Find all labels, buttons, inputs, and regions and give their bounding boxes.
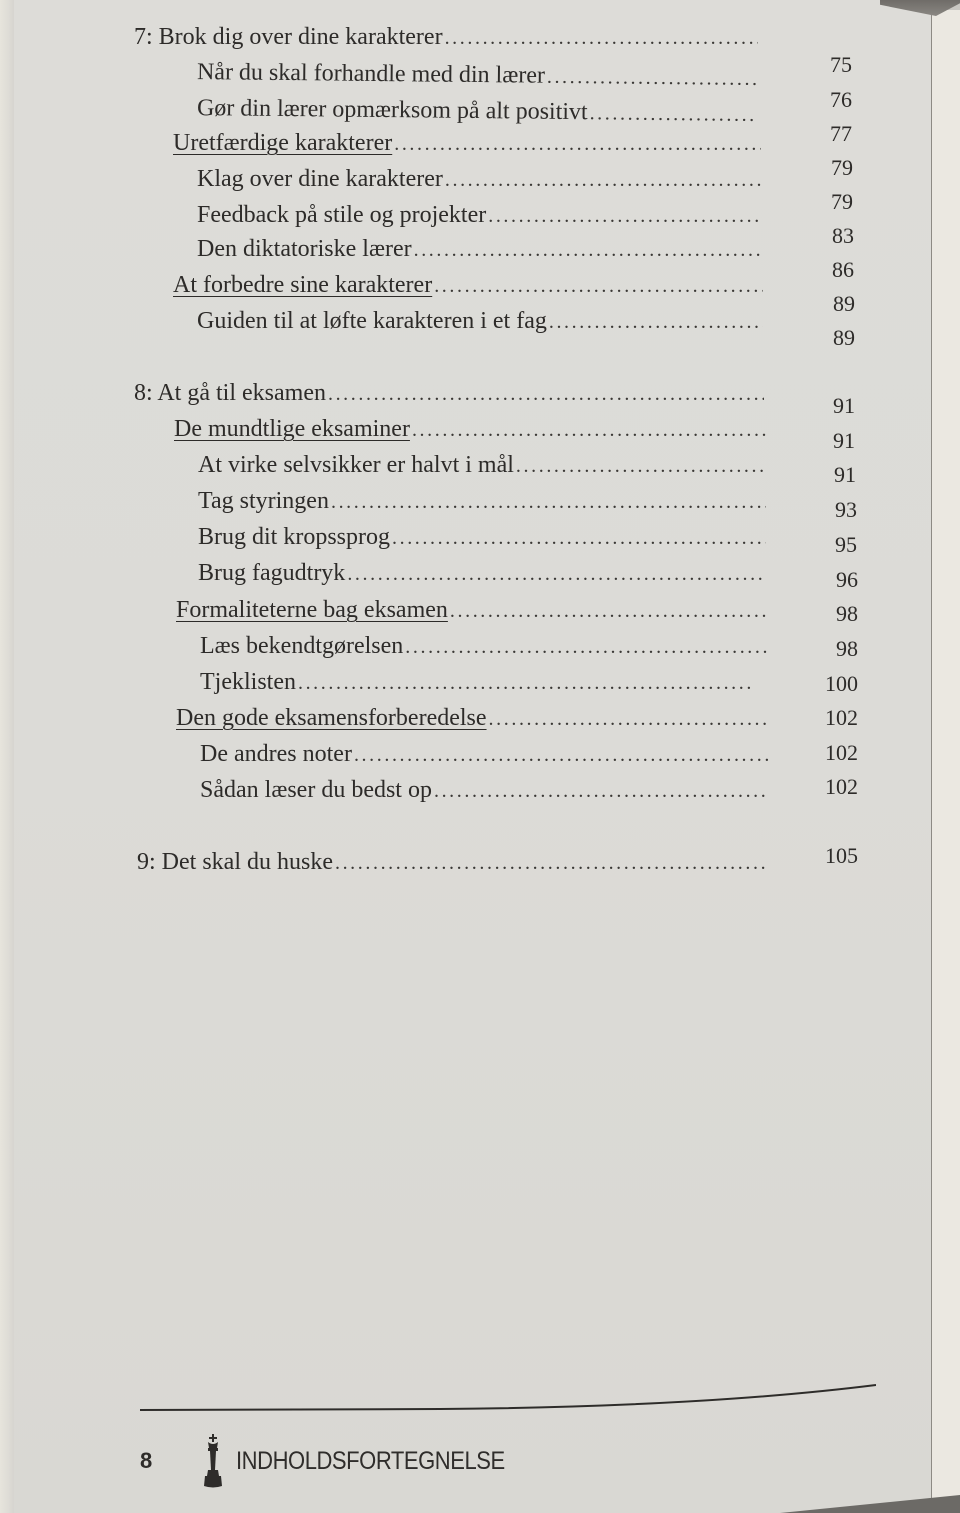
toc-entry-title: Sådan læser du bedst op: [200, 777, 432, 803]
dot-leader: [445, 27, 758, 50]
toc-page-number: 102: [825, 740, 858, 765]
toc-page-number: 77: [830, 121, 852, 146]
toc-entry: [176, 705, 768, 735]
toc-page-number: 96: [836, 567, 858, 592]
toc-entry: [198, 452, 766, 482]
toc-page-number: 102: [825, 705, 858, 730]
dot-leader: [392, 527, 766, 550]
dot-leader: [445, 169, 761, 192]
toc-entry: [174, 416, 766, 446]
toc-entry: [176, 597, 768, 627]
dot-leader: [434, 780, 768, 803]
toc-entry: [134, 24, 758, 54]
toc-section-title: At forbedre sine karakterer: [173, 272, 433, 298]
toc-page-number: 93: [835, 497, 857, 522]
toc-entry: [198, 524, 766, 554]
toc-entry-title: De andres noter: [200, 741, 352, 767]
toc-entry: [200, 777, 768, 807]
toc-page-number: 76: [830, 87, 852, 112]
chess-king-icon: [200, 1434, 226, 1488]
toc-entry-title: Tag styringen: [198, 488, 329, 514]
toc-entry: [200, 669, 768, 699]
footer-rule: [140, 1383, 876, 1413]
toc-entry-title: At virke selvsikker er halvt i mål: [198, 452, 514, 478]
dot-leader: [347, 563, 766, 586]
dot-leader: [434, 275, 763, 298]
toc-page-number: 83: [832, 223, 854, 248]
toc-entry-title: 7: Brok dig over dine karakterer: [134, 24, 443, 50]
toc-page-number: 98: [836, 636, 858, 661]
toc-entry: [173, 130, 761, 160]
toc-section-title: Formaliteterne bag eksamen: [176, 597, 448, 623]
toc-entry: [200, 633, 768, 663]
toc-entry: [197, 166, 761, 196]
next-page-edge: [931, 10, 960, 1505]
dot-leader: [547, 66, 757, 91]
toc-entry: [197, 95, 757, 131]
toc-entry-title: Klag over dine karakterer: [197, 166, 443, 192]
dot-leader: [450, 600, 768, 623]
toc-entry-title: Når du skal forhandle med din lærer: [196, 59, 546, 89]
toc-section-title: Uretfærdige karakterer: [173, 130, 393, 156]
dot-leader: [516, 455, 766, 478]
dot-leader: [549, 311, 763, 334]
toc-page-number: 91: [833, 393, 855, 418]
toc-page-number: 75: [830, 52, 852, 77]
toc-entry-title: Tjeklisten: [200, 669, 296, 695]
dot-leader: [331, 491, 766, 514]
dot-leader: [328, 383, 764, 406]
toc-entry: [134, 380, 764, 410]
toc-entry-title: Brug dit kropssprog: [198, 524, 390, 550]
toc-entry: [197, 308, 763, 338]
page-number: 8: [140, 1448, 153, 1473]
dot-leader: [414, 239, 761, 262]
toc-entry-title: Læs bekendtgørelsen: [200, 633, 404, 659]
toc-page-number: 86: [832, 257, 854, 282]
toc-entry-title: Feedback på stile og projekter: [197, 202, 487, 228]
toc-page-number: 95: [835, 532, 857, 557]
toc-page-number: 89: [833, 325, 855, 350]
dot-leader: [394, 133, 761, 156]
toc-page-number: 91: [834, 462, 856, 487]
dot-leader: [489, 708, 768, 731]
dot-leader: [412, 419, 766, 442]
toc-page-number: 105: [825, 843, 858, 868]
dot-leader: [298, 672, 768, 695]
toc-page-number: 98: [836, 601, 858, 626]
dot-leader: [354, 744, 768, 767]
dot-leader: [590, 102, 758, 127]
toc-entry: [198, 488, 766, 518]
toc-entry-title: Guiden til at løfte karakteren i et fag: [197, 308, 547, 334]
toc-entry: [197, 59, 757, 95]
toc-entry: [197, 236, 761, 266]
toc-page-number: 79: [831, 155, 853, 180]
toc-page-number: 91: [833, 428, 855, 453]
toc-section-title: De mundtlige eksaminer: [174, 416, 410, 442]
toc-entry-title: 9: Det skal du huske: [137, 849, 333, 875]
running-head: INDHOLDSFORTEGNELSE: [236, 1446, 505, 1475]
dot-leader: [405, 636, 768, 659]
toc-page-number: 102: [825, 774, 858, 799]
toc-page-number: 100: [825, 671, 858, 696]
toc-section-title: Den gode eksamensforberedelse: [176, 705, 487, 731]
toc-entry: [173, 272, 763, 302]
dot-leader: [488, 205, 761, 228]
toc-entry: [200, 741, 768, 771]
toc-page-number: 89: [833, 291, 855, 316]
toc-page-number: 79: [831, 189, 853, 214]
page-footer: [140, 1436, 541, 1486]
dot-leader: [335, 852, 769, 875]
toc-entry: [198, 560, 766, 590]
toc-entry-title: Gør din lærer opmærksom på alt positivt: [196, 95, 588, 126]
toc-entry-title: 8: At gå til eksamen: [134, 380, 326, 406]
toc-entry-title: Brug fagudtryk: [198, 560, 346, 586]
toc-entry-title: Den diktatoriske lærer: [197, 236, 412, 262]
toc-entry: [137, 849, 769, 879]
toc-entry: [197, 202, 761, 232]
